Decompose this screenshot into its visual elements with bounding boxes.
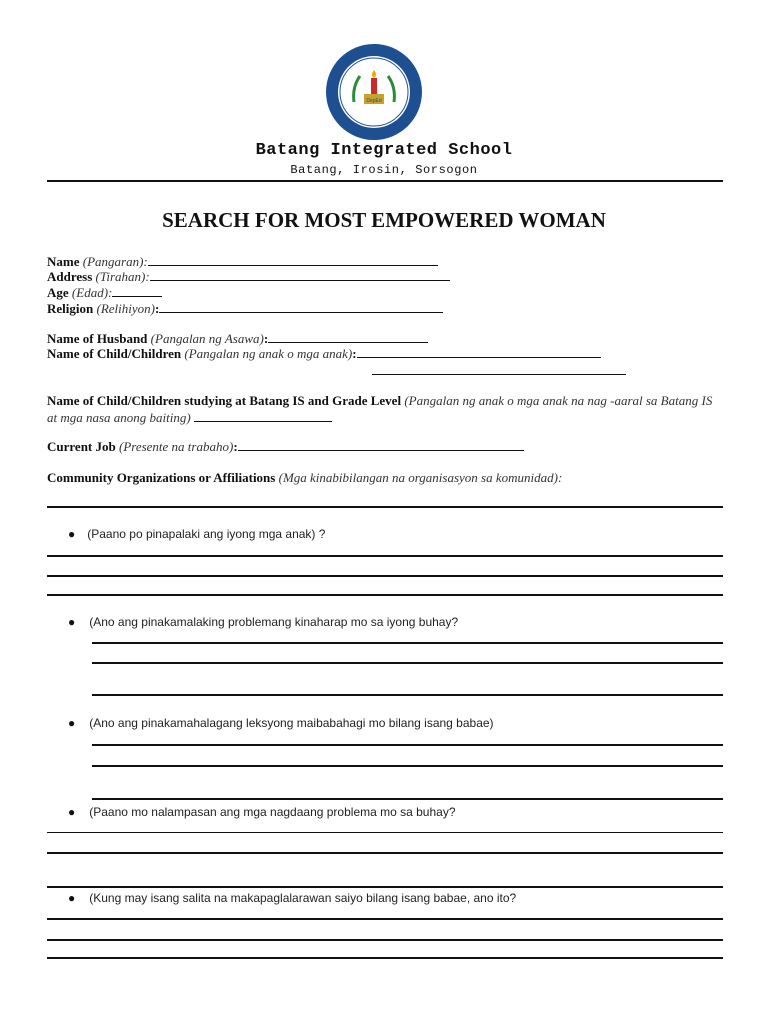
bullet-icon: ● [68, 716, 76, 730]
field-husband[interactable]: Name of Husband (Pangalan ng Asawa): [47, 331, 428, 347]
bullet-icon: ● [68, 527, 76, 541]
field-community-orgs: Community Organizations or Affiliations (Mga kinabibilangan na organisasyon sa komunidad): [47, 470, 563, 485]
answer-line[interactable] [92, 662, 723, 664]
question-2: ● (Ano ang pinakamalaking problemang kinaharap mo sa iyong buhay? [68, 615, 459, 629]
bullet-icon: ● [68, 891, 76, 905]
answer-line[interactable] [47, 939, 723, 941]
bullet-icon: ● [68, 615, 76, 629]
field-current-job[interactable]: Current Job (Presente na trabaho): [47, 439, 524, 455]
field-religion[interactable]: Religion (Relihiyon): [47, 301, 443, 317]
question-3: ● (Ano ang pinakamahalagang leksyong maibabahagi mo bilang isang babae) [68, 716, 494, 730]
form-title: SEARCH FOR MOST EMPOWERED WOMAN [162, 208, 606, 232]
field-children-studying[interactable]: Name of Child/Children studying at Batang IS and Grade Level (Pangalan ng anak o mga anak na nag -aaral sa Batang IS at mga nasa anong baiting) [47, 393, 713, 425]
bullet-icon: ● [68, 805, 76, 819]
orgs-answer-line[interactable] [47, 506, 723, 508]
answer-line[interactable] [47, 594, 723, 596]
question-5: ● (Kung may isang salita na makapaglalarawan saiyo bilang isang babae, ano ito? [68, 891, 517, 905]
answer-line[interactable] [47, 886, 723, 888]
answer-line[interactable] [47, 957, 723, 959]
answer-line[interactable] [47, 852, 723, 854]
field-age[interactable]: Age (Edad): [47, 285, 162, 301]
field-children[interactable]: Name of Child/Children (Pangalan ng anak o mga anak): [47, 346, 601, 362]
answer-line[interactable] [92, 744, 723, 746]
svg-text:DepEd: DepEd [366, 98, 382, 104]
field-name[interactable]: Name (Pangaran): [47, 254, 438, 270]
answer-line[interactable] [47, 832, 723, 833]
answer-line[interactable] [47, 575, 723, 577]
school-name: Batang Integrated School [255, 141, 513, 160]
school-address: Batang, Irosin, Sorsogon [290, 163, 478, 177]
field-address[interactable]: Address (Tirahan): [47, 269, 450, 285]
answer-line[interactable] [92, 642, 723, 644]
answer-line[interactable] [47, 555, 723, 557]
answer-line[interactable] [92, 694, 723, 696]
answer-line[interactable] [92, 765, 723, 767]
school-seal-logo [324, 42, 424, 142]
question-1: ● (Paano po pinapalaki ang iyong mga anak) ? [68, 527, 326, 541]
answer-line[interactable] [92, 798, 723, 800]
children-extra-line[interactable] [372, 374, 626, 375]
answer-line[interactable] [47, 918, 723, 920]
header-divider [47, 180, 723, 182]
question-4: ● (Paano mo nalampasan ang mga nagdaang problema mo sa buhay? [68, 805, 456, 819]
